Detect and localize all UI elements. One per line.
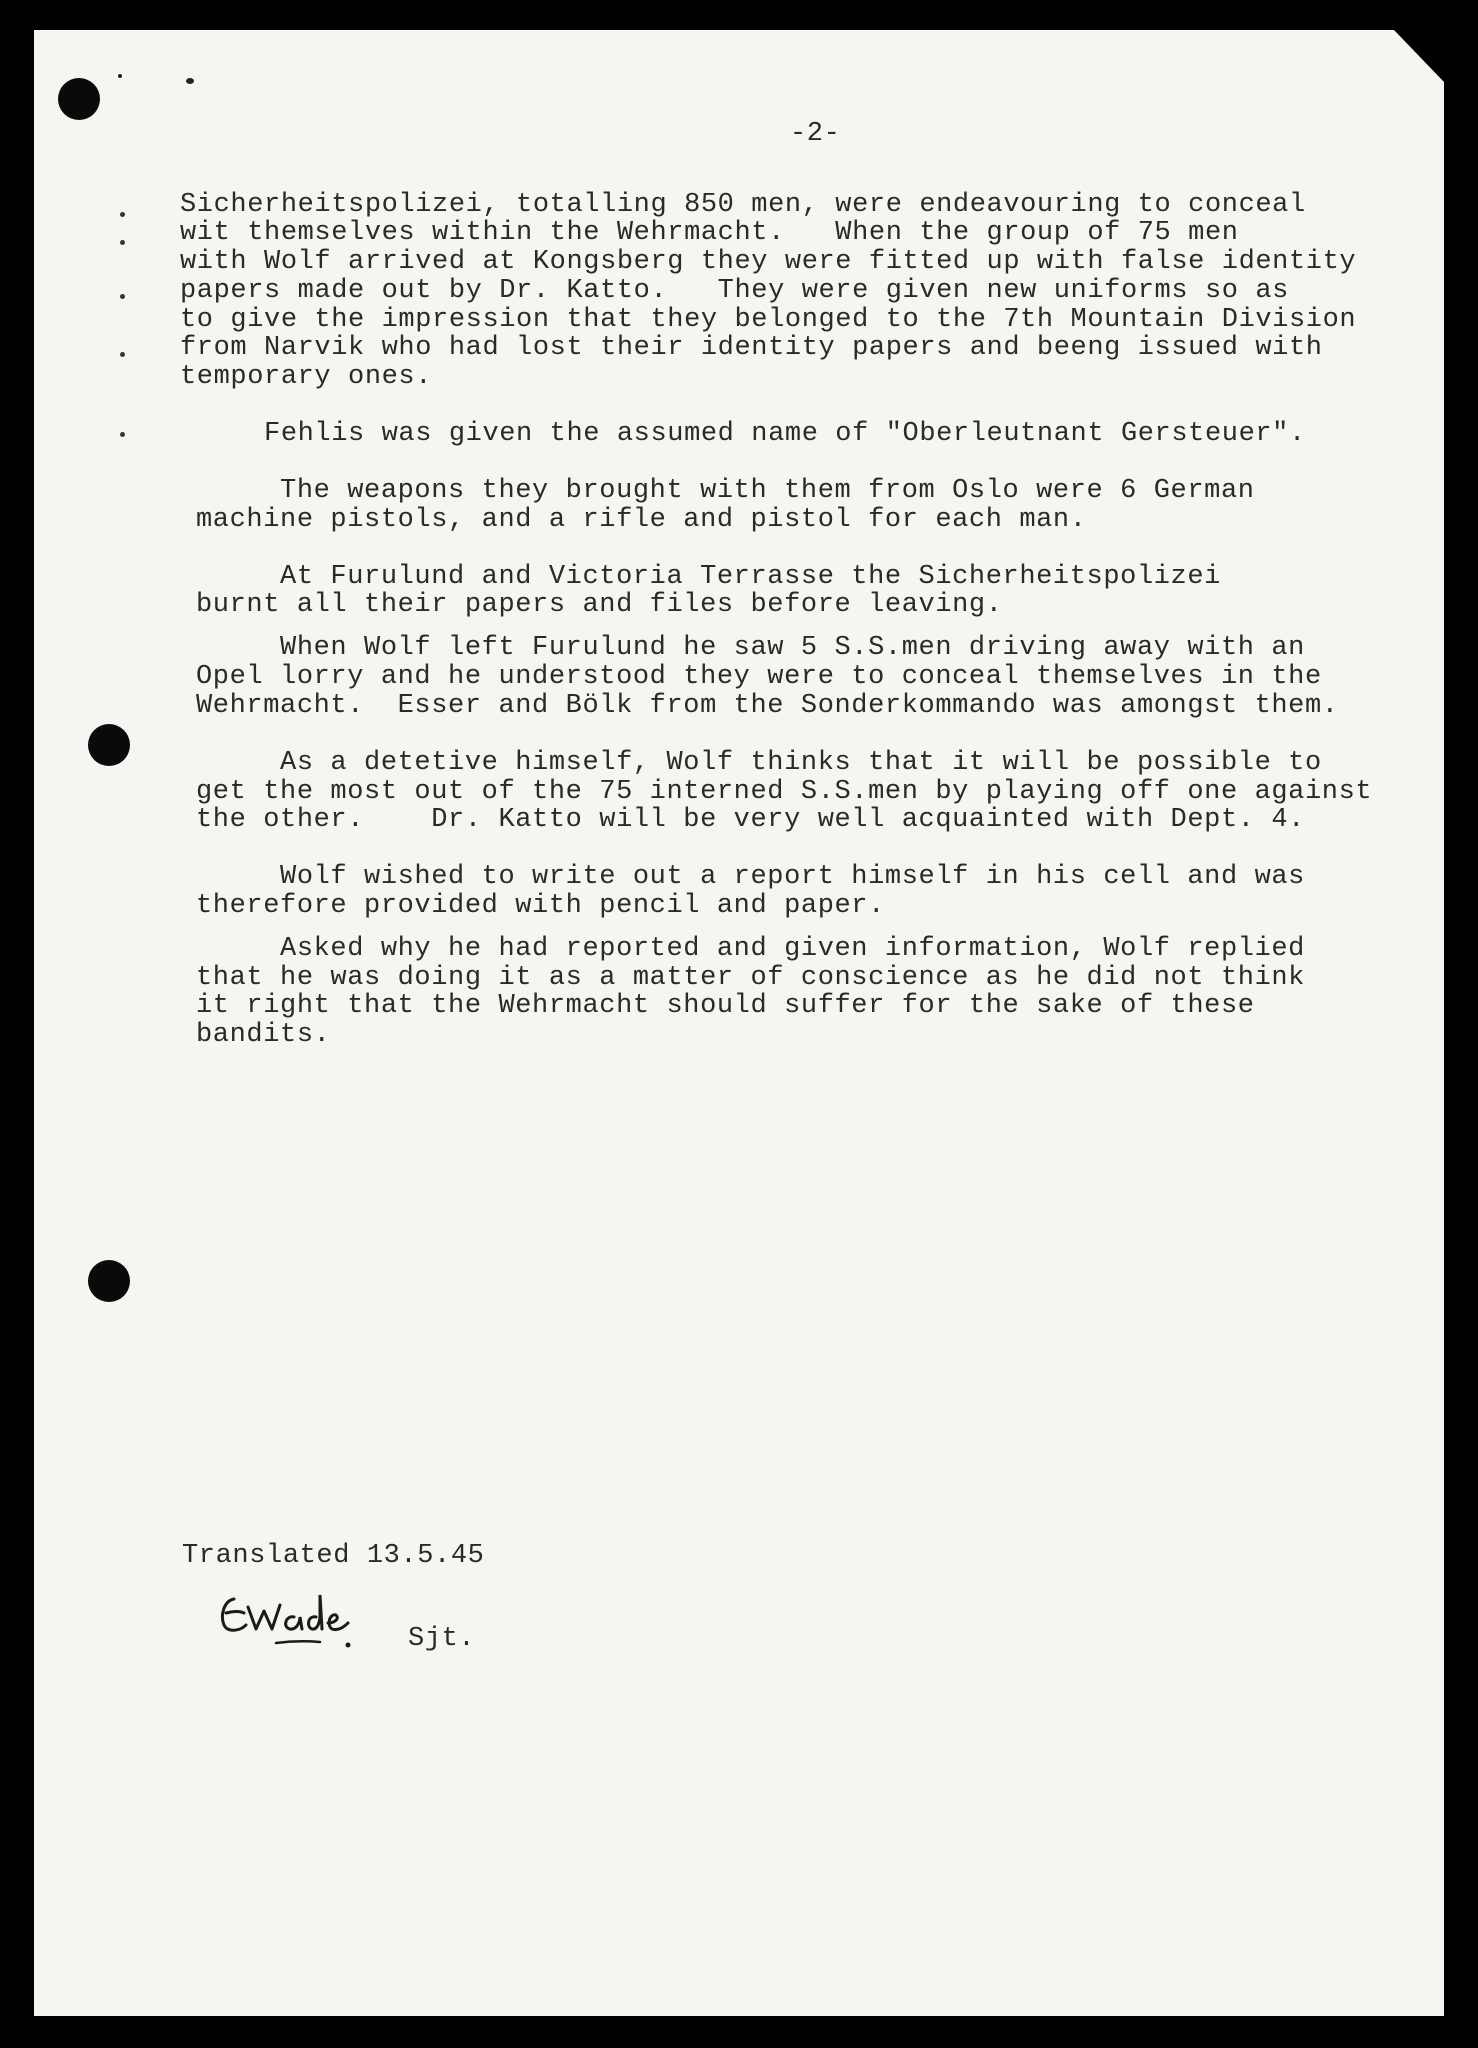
margin-dot [120, 294, 125, 299]
paragraph-line: the other. Dr. Katto will be very well acquainted with Dept. 4. [196, 805, 1305, 835]
paragraph-line: When Wolf left Furulund he saw 5 S.S.men driving away with an [196, 633, 1305, 663]
margin-dot [120, 352, 125, 357]
paragraph-line: it right that the Wehrmacht should suffer for the sake of these [196, 991, 1255, 1021]
paragraph-line: burnt all their papers and files before leaving. [196, 590, 1003, 620]
paragraph-line: to give the impression that they belonged to the 7th Mountain Division [180, 305, 1357, 335]
paragraph-line: get the most out of the 75 interned S.S.men by playing off one against [196, 777, 1373, 807]
paragraph-line: temporary ones. [180, 362, 433, 392]
paragraph-line: Wolf wished to write out a report himself in his cell and was [196, 862, 1305, 892]
margin-dot [120, 240, 125, 245]
margin-dot [120, 432, 125, 437]
paragraph-line: As a detetive himself, Wolf thinks that it will be possible to [196, 748, 1322, 778]
paragraph-line: Asked why he had reported and given information, Wolf replied [196, 934, 1305, 964]
punch-hole-middle [88, 724, 130, 766]
margin-dot [120, 212, 125, 217]
handwritten-signature [212, 1585, 362, 1655]
paragraph-line: Opel lorry and he understood they were to conceal themselves in the [196, 662, 1322, 692]
punch-hole-bottom [88, 1260, 130, 1302]
paragraph-line: papers made out by Dr. Katto. They were given new uniforms so as [180, 276, 1289, 306]
paragraph-line: machine pistols, and a rifle and pistol for each man. [196, 505, 1087, 535]
paragraph-line: At Furulund and Victoria Terrasse the Sicherheitspolizei [196, 562, 1221, 592]
paragraph-line: Wehrmacht. Esser and Bölk from the Sonderkommando was amongst them. [196, 691, 1339, 721]
paragraph-line: Fehlis was given the assumed name of "Oberleutnant Gersteuer". [180, 419, 1306, 449]
signature-rank: Sjt. [408, 1624, 476, 1654]
paragraph-line: bandits. [196, 1020, 331, 1050]
ink-speck [186, 78, 194, 84]
page-number: -2- [790, 119, 841, 149]
paragraph-line: with Wolf arrived at Kongsberg they were fitted up with false identity [180, 247, 1357, 277]
paragraph-line: therefore provided with pencil and paper. [196, 891, 885, 921]
translation-note: Translated 13.5.45 [182, 1541, 485, 1571]
paragraph-line: that he was doing it as a matter of conscience as he did not think [196, 963, 1305, 993]
paragraph-line: wit themselves within the Wehrmacht. When the group of 75 men [180, 218, 1239, 248]
paragraph-line: The weapons they brought with them from Oslo were 6 German [196, 476, 1255, 506]
ink-speck [118, 74, 122, 78]
paragraph-line: Sicherheitspolizei, totalling 850 men, were endeavouring to conceal [180, 190, 1306, 220]
punch-hole-top [58, 78, 100, 120]
paragraph-line: from Narvik who had lost their identity papers and beeng issued with [180, 333, 1323, 363]
